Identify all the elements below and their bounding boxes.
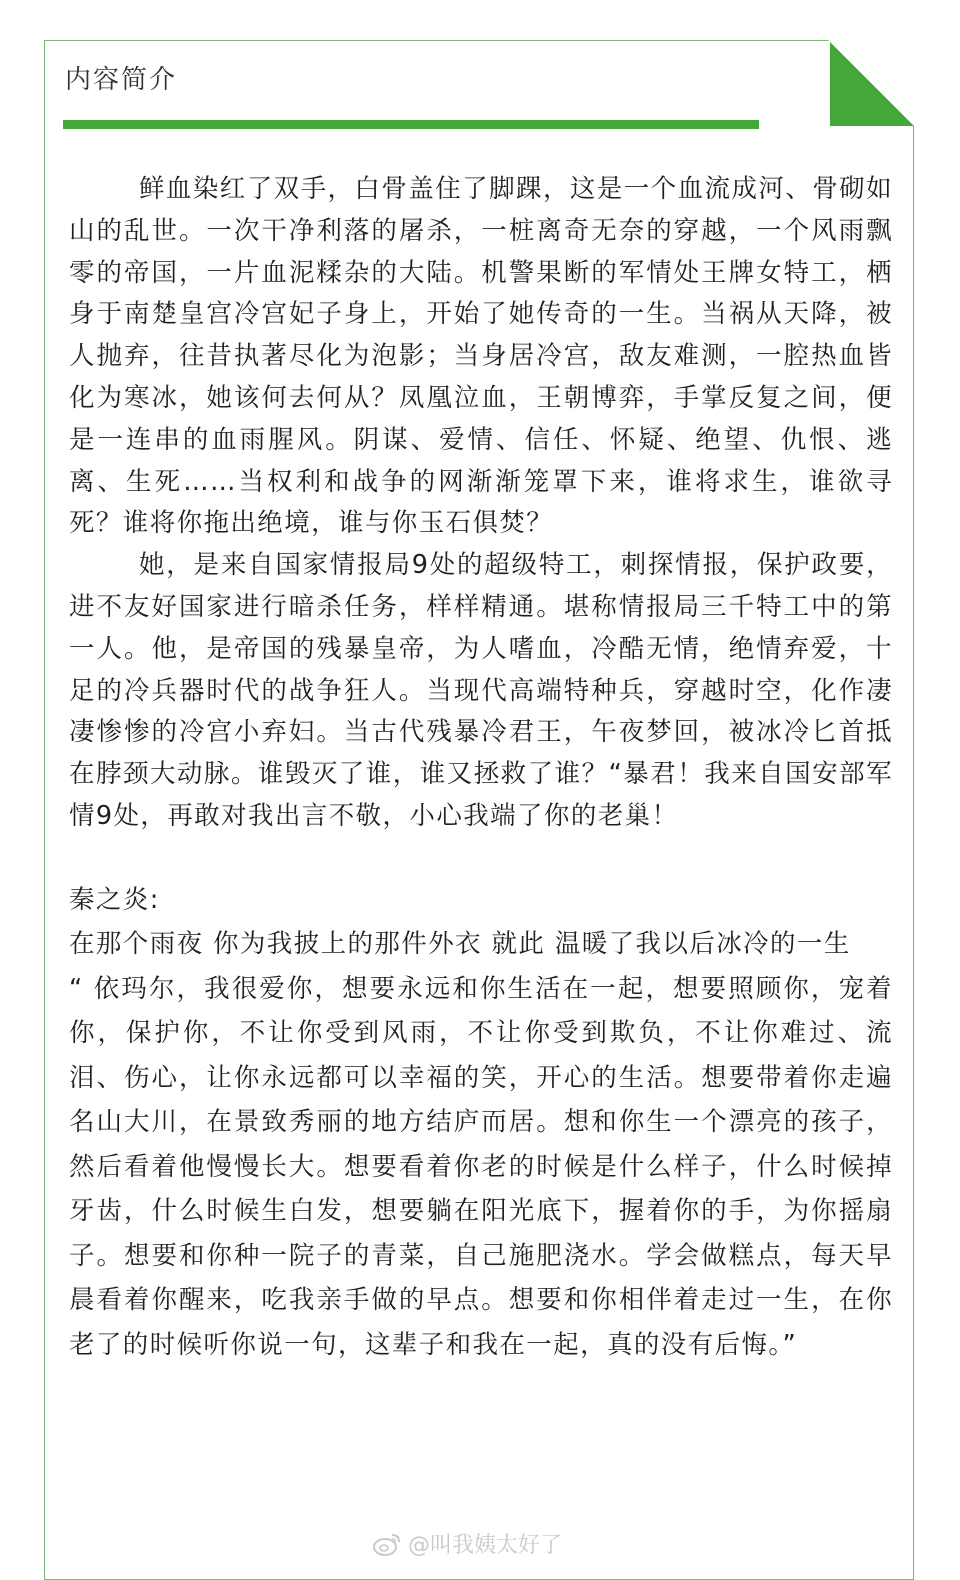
synopsis-paragraph-2: 她，是来自国家情报局9处的超级特工，刺探情报，保护政要，进不友好国家进行暗杀任务，样样精通。堪称情报局三千特工中的第一人。他，是帝国的残暴皇帝，为人嗜血，冷酷无情，绝情弃爱，十足的冷兵器时代的战争狂人。当现代高端特种兵，穿越时空，化作凄凄惨惨的冷宫小弃妇。当古代残暴冷君王，午夜梦回，被冰冷匕首抵在脖颈大动脉。谁毁灭了谁，谁又拯救了谁？“暴君！我来自国安部军情9处，再敢对我出言不敬，小心我端了你的老巢！ — [69, 550, 893, 831]
weibo-icon — [372, 1531, 402, 1557]
watermark-text: @叫我姨太好了 — [408, 1533, 563, 1558]
title-underline-bar — [63, 120, 759, 129]
dialog-line-1: 在那个雨夜 你为我披上的那件外衣 就此 温暖了我以后冰冷的一生 — [69, 929, 851, 960]
synopsis-content — [69, 169, 893, 1367]
synopsis-paragraph-1: 鲜血染红了双手，白骨盖住了脚踝，这是一个血流成河、骨砌如山的乱世。一次干净利落的屠杀，一桩离奇无奈的穿越，一个风雨飘零的帝国，一片血泥糅杂的大陆。机警果断的军情处王牌女特工，栖身于南楚皇宫冷宫妃子身上，开始了她传奇的一生。当祸从天降，被人抛弃，往昔执著尽化为泡影；当身居冷宫，敌友难测，一腔热血皆化为寒冰，她该何去何从？凤凰泣血，王朝博弈，手掌反复之间，便是一连串的血雨腥风。阴谋、爱情、信任、怀疑、绝望、仇恨、逃离、生死……当权利和战争的网渐渐笼罩下来，谁将求生，谁欲寻死？谁将你拖出绝境，谁与你玉石俱焚？ — [69, 174, 893, 539]
blank-line — [69, 838, 893, 878]
watermark — [372, 1528, 562, 1559]
dialog-line-2: “ 依玛尔，我很爱你，想要永远和你生活在一起，想要照顾你，宠着你，保护你，不让你受到风雨，不让你受到欺负，不让你难过、流泪、伤心，让你永远都可以幸福的笑，开心的生活。想要带着你走遍名山大川，在景致秀丽的地方结庐而居。想和你生一个漂亮的孩子，然后看着他慢慢长大。想要看着你老的时候是什么样子，什么时候掉牙齿，什么时候生白发，想要躺在阳光底下，握着你的手，为你摇扇子。想要和你种一院子的青菜，自己施肥浇水。学会做糕点，每天早晨看着你醒来，吃我亲手做的早点。想要和你相伴着走过一生，在你老了的时候听你说一句，这辈子和我在一起，真的没有后悔。” — [69, 973, 893, 1360]
synopsis-card — [44, 40, 914, 1580]
section-title: 内容简介 — [65, 65, 178, 95]
corner-triangle-decoration — [828, 40, 914, 126]
dialog-speaker: 秦之炎: — [69, 884, 160, 915]
